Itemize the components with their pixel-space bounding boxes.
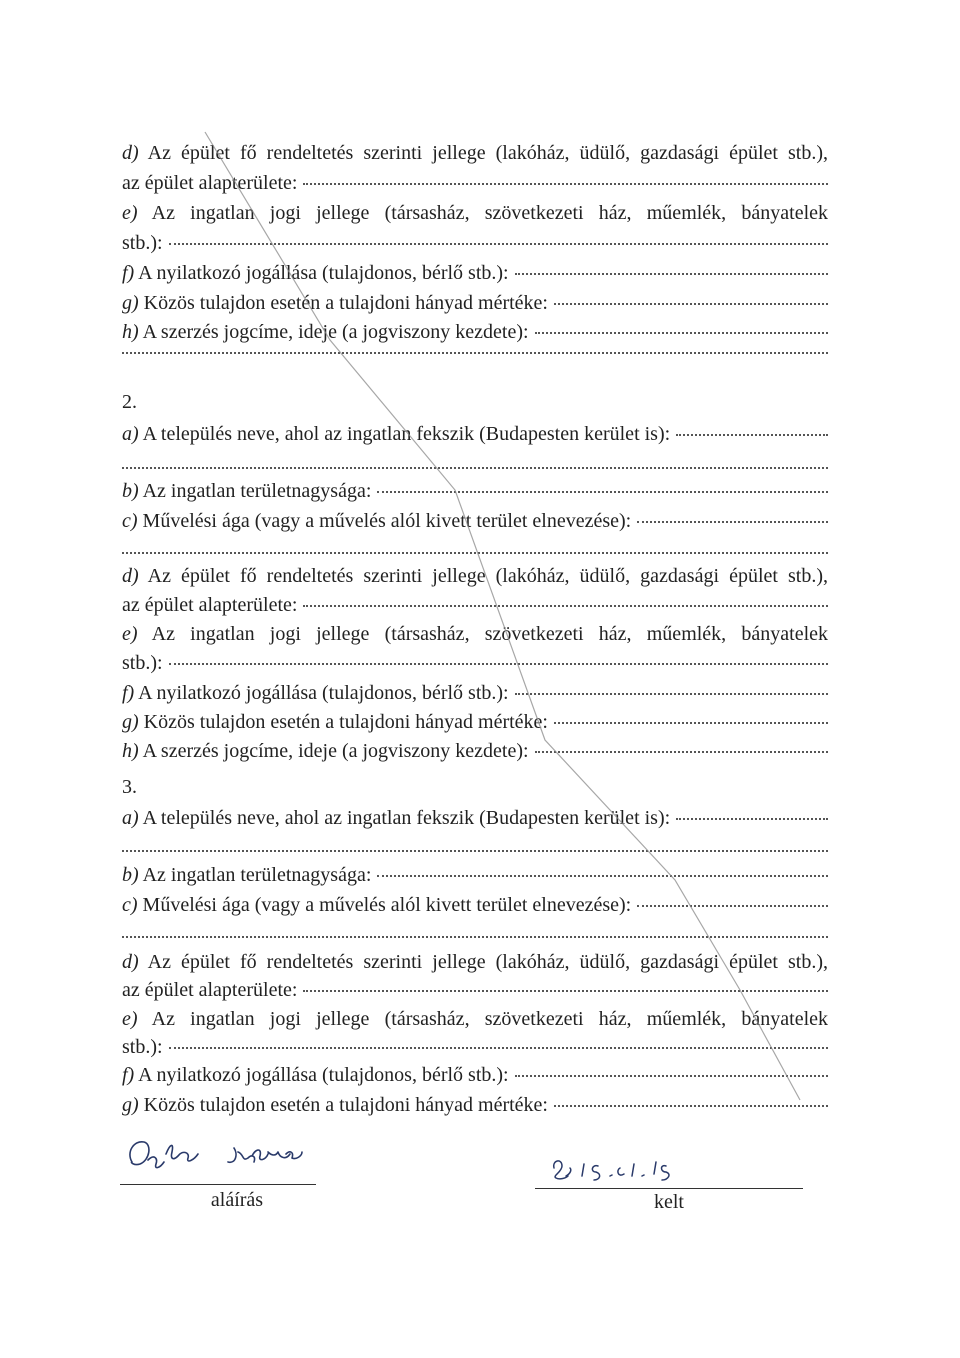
signature-line: [120, 1184, 316, 1185]
item-letter: a): [122, 423, 139, 445]
fill-line[interactable]: [303, 602, 828, 607]
item-letter: e): [122, 202, 138, 224]
s2-d2-text: az épület alapterülete:: [122, 594, 298, 616]
item-letter: d): [122, 142, 139, 164]
s2-c-text: Művelési ága (vagy a művelés alól kivett terület elnevezése):: [142, 510, 632, 532]
item-letter: h): [122, 740, 139, 762]
fill-line[interactable]: [122, 934, 828, 938]
fill-line[interactable]: [377, 488, 828, 493]
s1-h-text: A szerzés jogcíme, ideje (a jogviszony kezdete):: [142, 321, 529, 343]
s3-a-line: [122, 806, 828, 830]
s2-d-line2: [122, 593, 828, 617]
s1-f-text: A nyilatkozó jogállása (tulajdonos, bérlő stb.):: [138, 262, 509, 284]
item-letter: f): [122, 1064, 135, 1086]
item-letter: a): [122, 807, 139, 829]
s1-d2-text: az épület alapterülete:: [122, 172, 298, 194]
s1-g-line: [122, 291, 828, 315]
item-letter: d): [122, 565, 139, 587]
fill-line[interactable]: [303, 987, 828, 992]
s2-h-line: [122, 739, 828, 763]
s2-d-line1: [122, 564, 828, 588]
fill-line[interactable]: [637, 902, 828, 907]
item-letter: e): [122, 623, 138, 645]
s3-c-line: [122, 893, 828, 917]
s2-e-line1: [122, 622, 828, 646]
fill-line[interactable]: [676, 815, 828, 820]
fill-line[interactable]: [169, 240, 828, 245]
item-letter: g): [122, 1094, 139, 1116]
section-number-2: 2.: [122, 391, 137, 413]
fill-line[interactable]: [377, 872, 828, 877]
fill-line[interactable]: [515, 690, 828, 695]
date-label: kelt: [654, 1191, 684, 1213]
date-line: [535, 1188, 803, 1189]
signature-label: aláírás: [210, 1189, 264, 1211]
item-letter: c): [122, 894, 138, 916]
item-letter: c): [122, 510, 138, 532]
s2-g-line: [122, 710, 828, 734]
s3-d2-text: az épület alapterülete:: [122, 979, 298, 1001]
s2-c-line: [122, 509, 828, 533]
s3-e-line1: [122, 1007, 828, 1031]
s3-e-line2: [122, 1035, 828, 1059]
item-letter: g): [122, 711, 139, 733]
s3-e2-text: stb.):: [122, 1036, 163, 1058]
s2-b-line: [122, 479, 828, 503]
item-letter: g): [122, 292, 139, 314]
s2-g-text: Közös tulajdon esetén a tulajdoni hányad mértéke:: [143, 711, 548, 733]
fill-line[interactable]: [122, 550, 828, 554]
s1-e-text: Az ingatlan jogi jellege (társasház, szövetkezeti ház, műemlék, bányatelek: [151, 202, 828, 224]
s2-e-line2: [122, 651, 828, 675]
s3-d-line2: [122, 978, 828, 1002]
s3-b-line: [122, 863, 828, 887]
s2-f-text: A nyilatkozó jogállása (tulajdonos, bérlő stb.):: [138, 682, 509, 704]
item-letter: f): [122, 682, 135, 704]
fill-line[interactable]: [515, 270, 828, 275]
fill-line[interactable]: [637, 518, 828, 523]
s1-d-line2: [122, 171, 828, 195]
fill-line[interactable]: [554, 719, 828, 724]
s3-e-text: Az ingatlan jogi jellege (társasház, szövetkezeti ház, műemlék, bányatelek: [151, 1008, 828, 1030]
s3-g-text: Közös tulajdon esetén a tulajdoni hányad mértéke:: [143, 1094, 548, 1116]
fill-line[interactable]: [169, 1044, 828, 1049]
item-letter: d): [122, 951, 139, 973]
s1-g-text: Közös tulajdon esetén a tulajdoni hányad mértéke:: [143, 292, 548, 314]
s2-d-text: Az épület fő rendeltetés szerinti jellege (lakóház, üdülő, gazdasági épület stb.),: [147, 565, 828, 587]
s3-d-text: Az épület fő rendeltetés szerinti jellege (lakóház, üdülő, gazdasági épület stb.),: [147, 951, 828, 973]
fill-line[interactable]: [122, 848, 828, 852]
item-letter: f): [122, 262, 135, 284]
item-letter: h): [122, 321, 139, 343]
s2-a-line: [122, 422, 828, 446]
item-letter: b): [122, 864, 139, 886]
s2-e-text: Az ingatlan jogi jellege (társasház, szövetkezeti ház, műemlék, bányatelek: [151, 623, 828, 645]
item-letter: b): [122, 480, 139, 502]
s2-e2-text: stb.):: [122, 652, 163, 674]
fill-line[interactable]: [554, 1102, 828, 1107]
s3-f-line: [122, 1063, 828, 1087]
s3-b-text: Az ingatlan területnagysága:: [142, 864, 372, 886]
item-letter: e): [122, 1008, 138, 1030]
s2-f-line: [122, 681, 828, 705]
section-number-3: 3.: [122, 776, 137, 798]
s2-b-text: Az ingatlan területnagysága:: [142, 480, 372, 502]
s3-g-line: [122, 1093, 828, 1117]
fill-line[interactable]: [554, 300, 828, 305]
s1-e-line1: [122, 201, 828, 225]
fill-line[interactable]: [535, 748, 828, 753]
s1-h-line: [122, 320, 828, 344]
fill-line[interactable]: [535, 329, 828, 334]
fill-line[interactable]: [122, 465, 828, 469]
s3-c-text: Művelési ága (vagy a művelés alól kivett terület elnevezése):: [142, 894, 632, 916]
s2-a-text: A település neve, ahol az ingatlan fekszik (Budapesten kerület is):: [142, 423, 671, 445]
fill-line[interactable]: [515, 1072, 828, 1077]
s2-h-text: A szerzés jogcíme, ideje (a jogviszony kezdete):: [142, 740, 529, 762]
fill-line[interactable]: [303, 180, 828, 185]
s3-a-text: A település neve, ahol az ingatlan fekszik (Budapesten kerület is):: [142, 807, 671, 829]
fill-line[interactable]: [169, 660, 828, 665]
s1-d-line1: [122, 141, 828, 165]
s1-e-line2: [122, 231, 828, 255]
fill-line[interactable]: [676, 431, 828, 436]
s3-f-text: A nyilatkozó jogállása (tulajdonos, bérlő stb.):: [138, 1064, 509, 1086]
s3-d-line1: [122, 950, 828, 974]
s1-d-text: Az épület fő rendeltetés szerinti jellege (lakóház, üdülő, gazdasági épület stb.),: [147, 142, 828, 164]
s1-e2-text: stb.):: [122, 232, 163, 254]
s1-f-line: [122, 261, 828, 285]
fill-line[interactable]: [122, 350, 828, 354]
